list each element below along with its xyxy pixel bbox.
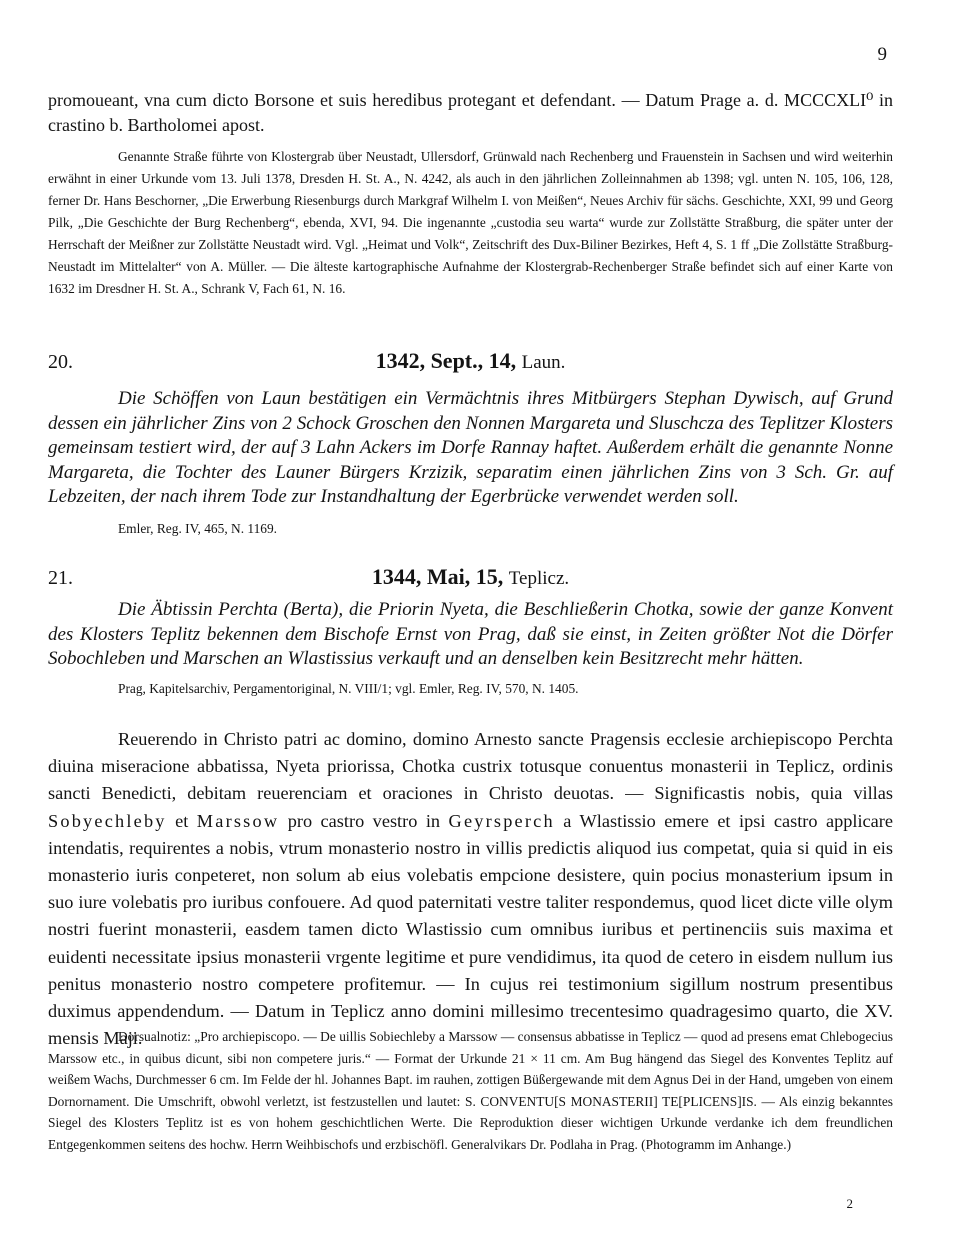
commentary-note: Genannte Straße führte von Klostergrab über Neustadt, Ullersdorf, Grünwald nach Rechenberg und Frauenstein in Sachsen und wird weiterhin erwähnt in einer Urkunde vom 13. Juli 1378, Dresden H. St. A., N. 4242, als auch in den jährlichen Zolleinnahmen ab 1398; vgl. unten N. 105, 106, 128, ferner Dr. Hans Beschorner, „Die Erwerbung Riesenburgs durch Markgraf Wilhelm I. von Meißen“, Neues Archiv für sächs. Geschichte, XXI, 99 und Georg Pilk, „Die Geschichte der Burg Rechenberg“, ebenda, XVI, 94. Die ingenannte „custodia seu warta“ wurde zur Zollstätte Straßburg, die später unter der Herrschaft der Meißner zur Zollstätte Neustadt wird. Vgl. „Heimat und Volk“, Zeitschrift des Dux-Biliner Bezirkes, Heft 4, S. 1 ff „Die Zollstätte Straßburg-Neustadt im Mittelalter“ von A. Müller. — Die älteste kartographische Aufnahme der Klostergrab-Rechenberger Straße befindet sich auf einer Karte von 1632 im Dresdner H. St. A., Schrank V, Fach 61, N. 16.	[48, 149, 893, 296]
entry-date-line	[48, 564, 893, 590]
page-number: 9	[877, 44, 887, 65]
charter-part: a Wlastissio emere et ipsi castro applicare intendatis, requirentes a nobis, vtrum monasterio nostro in villis predictis aliquod ius competat, quia si quid in eis monasterio iuris conpeteret, non solum ab eius volebatis empcione desistere, quin pocius monasterium ipsum in suo iure volebatis pro iuribus confouere. Ad quod paternitati vestre taliter respondemus, quod licet dicte ville olym nostri fuerint monasterii, easdem tamen dicto Wlastissio cum omnibus iuribus et pertinenciis suis maxima et euidenti necessitate ipsius monasterii vrgente legitime et pure vendidimus, ita quod de cetero in eisdem nullum ius penitus monasterio nostro competere profitemur. — In cujus rei testimonium sigillum nostrum presentibus duximus appendendum. — Datum in Teplicz anno domini millesimo trecentesimo quadragesimo quarto, die XV. mensis Maji.	[48, 810, 893, 1049]
entry-source-21: Prag, Kapitelsarchiv, Pergamentoriginal, N. VIII/1; vgl. Emler, Reg. IV, 570, N. 1405.	[118, 681, 579, 696]
entry-place: Teplicz.	[508, 568, 570, 589]
entry-date: 1344, Mai, 15,	[371, 564, 504, 589]
entry-place: Laun.	[521, 352, 566, 373]
signature-mark: 2	[846, 1196, 853, 1211]
entry-summary-21: Die Äbtissin Perchta (Berta), die Priorin Nyeta, die Beschließerin Chotka, sowie der ganze Konvent des Klosters Teplitz bekennen dem Bischofe Ernst von Prag, daß sie einst, in Zeiten größter Not die Dörfer Sobochleben und Marschen an Wlastissius verkauft und an denselben kein Besitzrecht mehr hätten.	[48, 599, 893, 669]
entry-number: 21.	[48, 567, 73, 589]
charter-part: Reuerendo in Christo patri ac domino, domino Arnesto sancte Pragensis ecclesie archiepiscopo Perchta diuina miseracione abbatissa, Nyeta priorissa, Chotka custrix totusque conuentus monasterii in Teplicz, ordinis sancti Benedicti, debitam reuerenciam et oraciones in Christo deuotas. — Significastis nobis, quia villas	[48, 729, 893, 804]
dorsal-note: Dorsualnotiz: „Pro archiepiscopo. — De uillis Sobiechleby a Marssow — consensus abbatisse in Teplicz — quod ad presens emat Chlebogecius Marssow etc., in quibus dicunt, sibi non competere juris.“ — Format der Urkunde 21 × 11 cm. Am Bug hängend das Siegel des Konventes Teplitz auf weißem Wachs, Durchmesser 6 cm. Im Felde der hl. Johannes Bapt. im rauhen, zottigen Büßergewande mit dem Agnus Dei in der Hand, umgeben von einem Dornornament. Die Umschrift, obwohl verletzt, ist festzustellen und lautet: S. CONVENTU[S MONASTERII] TE[PLICENS]IS. — Als einzig bekanntes Siegel des Klosters Teplitz ist es von hohem geschichtlichen Werte. Die Reproduktion dieser wichtigen Urkunde verdanke ich dem freundlichen Entgegenkommen seitens des hochw. Herrn Weihbischofs und erzbischöfl. Generalvikars Dr. Podlaha in Prag. (Photogramm im Anhange.)	[48, 1029, 893, 1152]
entry-number: 20.	[48, 351, 73, 373]
entry-source-20: Emler, Reg. IV, 465, N. 1169.	[118, 521, 278, 536]
charter-part: pro castro vestro in	[279, 810, 449, 831]
entry-date: 1342, Sept., 14,	[375, 348, 517, 373]
continuation-text: promoueant, vna cum dicto Borsone et suis heredibus protegant et defendant. — Datum Prage a. d. MCCCXLI⁰ in crastino b. Bartholomei apost.	[48, 90, 893, 135]
document-page	[48, 0, 893, 1245]
charter-part: et	[166, 810, 197, 831]
place-name-sobyechleby: Sobyechleby	[48, 810, 167, 831]
entry-heading-21	[48, 560, 893, 590]
entry-date-line	[48, 348, 893, 374]
place-name-geyrsperch: Geyrsperch	[448, 810, 555, 831]
entry-summary-20: Die Schöffen von Laun bestätigen ein Vermächtnis ihres Mitbürgers Stephan Dywisch, auf Grund dessen ein jährlicher Zins von 2 Schock Groschen den Nonnen Margareta und Sluschcza des Teplitzer Klosters gemeinsam testiert wird, der auf 3 Lahn Ackers im Dorfe Rannay haftet. Außerdem erhält die genannte Nonne Margareta, die Tochter des Launer Bürgers Krzizik, separatim einen jährlichen Zins von 3 Sch. Gr. auf Lebzeiten, der nach ihrem Tode zur Instandhaltung der Egerbrücke verwendet werden soll.	[48, 388, 893, 507]
charter-text	[48, 726, 893, 1052]
place-name-marssow: Marssow	[196, 810, 280, 831]
entry-heading-20	[48, 344, 893, 374]
